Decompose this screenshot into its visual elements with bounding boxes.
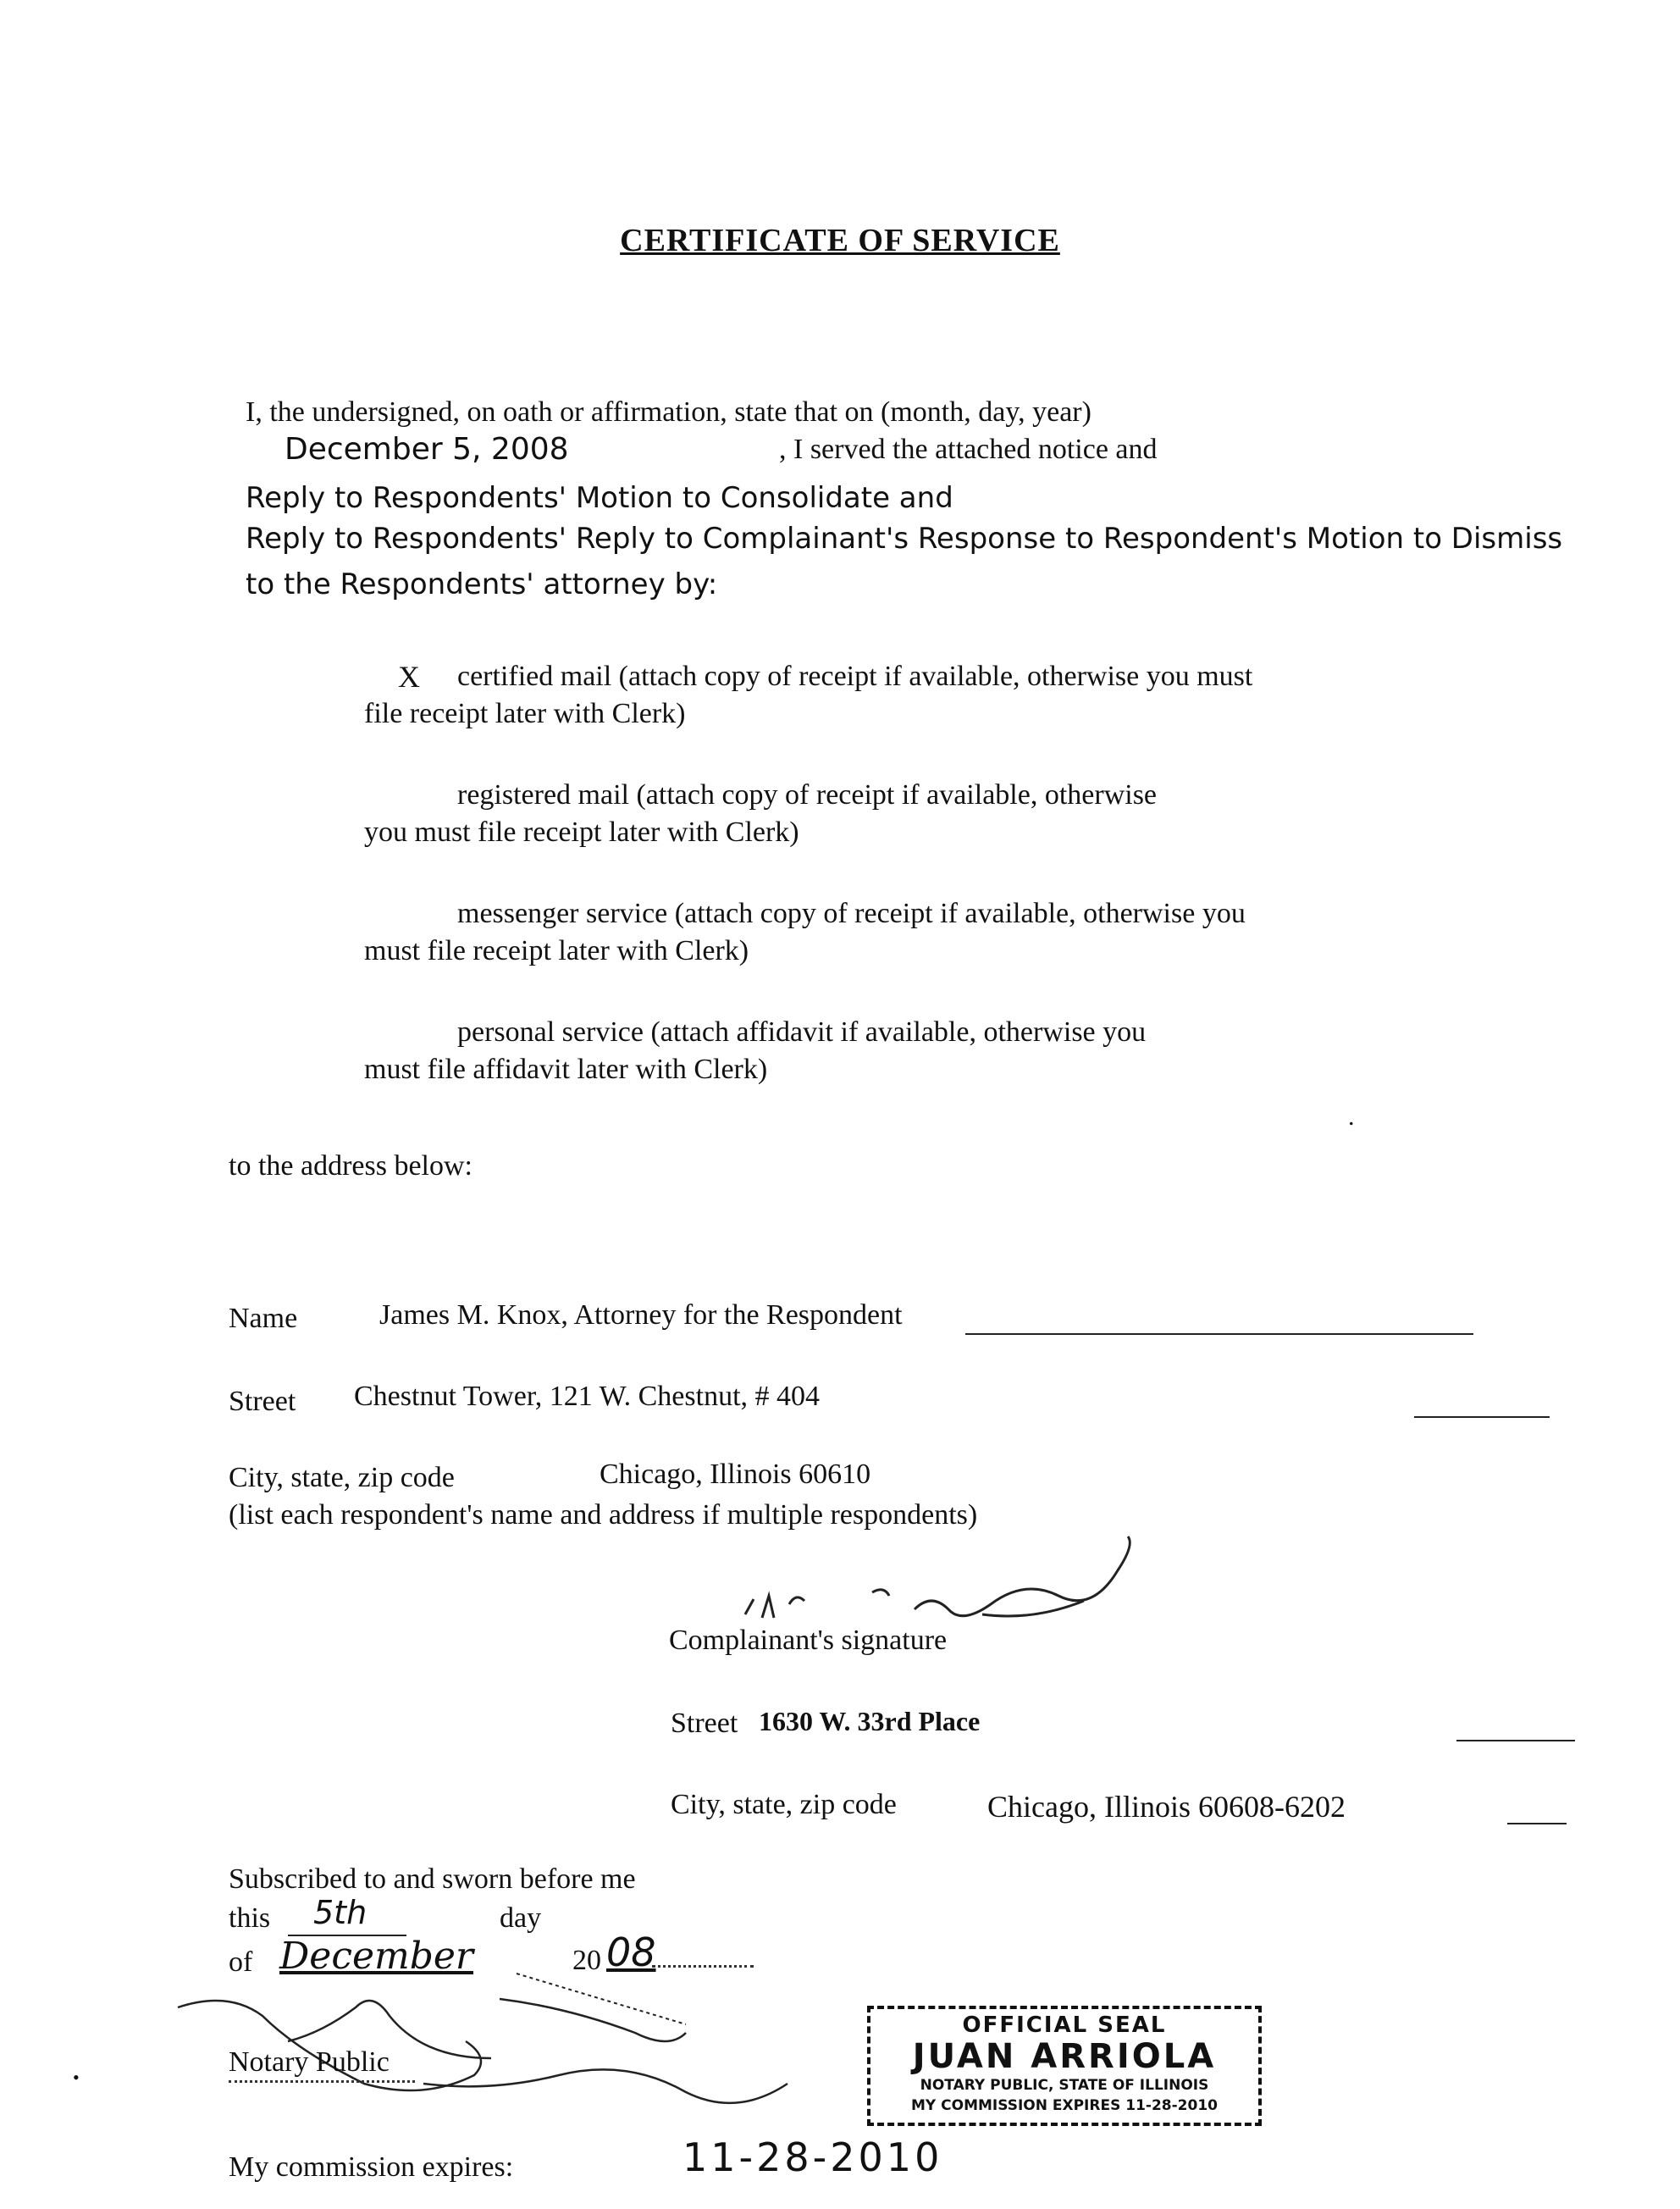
complainant-city-label: City, state, zip code (671, 1789, 897, 1820)
notary-signature-label: Notary Public (229, 2046, 390, 2078)
page-title: CERTIFICATE OF SERVICE (620, 223, 1060, 258)
method-4-line-1: personal service (attach affidavit if available, otherwise you (457, 1016, 1147, 1048)
notary-signature-rule (229, 2080, 415, 2083)
document-line-1: Reply to Respondents' Motion to Consolidate and (246, 481, 953, 515)
respondent-name-rule (965, 1333, 1473, 1335)
respondent-name-value: James M. Knox, Attorney for the Respondent (379, 1299, 903, 1331)
method-3-line-2: must file receipt later with Clerk) (364, 935, 749, 966)
respondent-street-rule (1414, 1416, 1550, 1418)
notary-this-label: this (229, 1902, 271, 1934)
respondent-street-label: Street (229, 1386, 296, 1417)
commission-label: My commission expires: (229, 2151, 514, 2183)
seal-line-3: NOTARY PUBLIC, STATE OF ILLINOIS (920, 2077, 1209, 2094)
notary-day-value: 5th (313, 1894, 368, 1931)
service-date: December 5, 2008 (285, 432, 569, 467)
commission-value: 11-28-2010 (682, 2134, 943, 2180)
method-3-line-1: messenger service (attach copy of receipt if available, otherwise you (457, 898, 1246, 929)
seal-line-1: OFFICIAL SEAL (962, 2012, 1167, 2038)
address-intro: to the address below: (229, 1150, 472, 1182)
document-line-3: to the Respondents' attorney by: (246, 567, 718, 601)
method-4-line-2: must file affidavit later with Clerk) (364, 1054, 768, 1085)
method-2-line-2: you must file receipt later with Clerk) (364, 817, 799, 848)
respondent-street-value: Chestnut Tower, 121 W. Chestnut, # 404 (354, 1381, 821, 1412)
oath-line: I, the undersigned, on oath or affirmation, state that on (month, day, year) (246, 396, 1091, 428)
notary-day-label: day (500, 1902, 542, 1934)
notary-year-prefix: 20 (572, 1945, 601, 1976)
respondent-city-label: City, state, zip code (229, 1462, 455, 1493)
respondent-city-value: Chicago, Illinois 60610 (600, 1459, 871, 1490)
margin-mark: • (73, 2067, 80, 2088)
document-line-2: Reply to Respondents' Reply to Complainant's Response to Respondent's Motion to Dismiss (246, 522, 1563, 556)
notary-of-label: of (229, 1946, 253, 1978)
method-1-checkmark: X (398, 660, 420, 694)
subscribed-sworn-text: Subscribed to and sworn before me (229, 1863, 636, 1895)
notary-year-value: 08 (606, 1929, 656, 1975)
stray-mark: . (1348, 1103, 1355, 1131)
method-1-line-2: file receipt later with Clerk) (364, 698, 686, 729)
complainant-street-label: Street (671, 1708, 738, 1739)
notary-month-value: December (279, 1935, 473, 1978)
complainant-city-rule (1507, 1823, 1567, 1824)
seal-line-4: MY COMMISSION EXPIRES 11-28-2010 (911, 2097, 1218, 2114)
complainant-street-value: 1630 W. 33rd Place (759, 1706, 981, 1736)
method-2-line-1: registered mail (attach copy of receipt if available, otherwise (457, 779, 1158, 811)
official-seal-stamp (867, 2006, 1262, 2126)
complainant-city-value: Chicago, Illinois 60608-6202 (987, 1790, 1346, 1824)
notary-signature-tail (406, 2033, 830, 2109)
multiple-respondents-note: (list each respondent's name and address if multiple respondents) (229, 1499, 978, 1531)
complainant-signature-label: Complainant's signature (669, 1625, 948, 1656)
complainant-street-rule (1456, 1740, 1575, 1741)
served-text: , I served the attached notice and (779, 434, 1158, 465)
seal-line-2: JUAN ARRIOLA (912, 2037, 1217, 2076)
method-1-line-1: certified mail (attach copy of receipt if available, otherwise you must (457, 661, 1253, 692)
respondent-name-label: Name (229, 1303, 298, 1334)
